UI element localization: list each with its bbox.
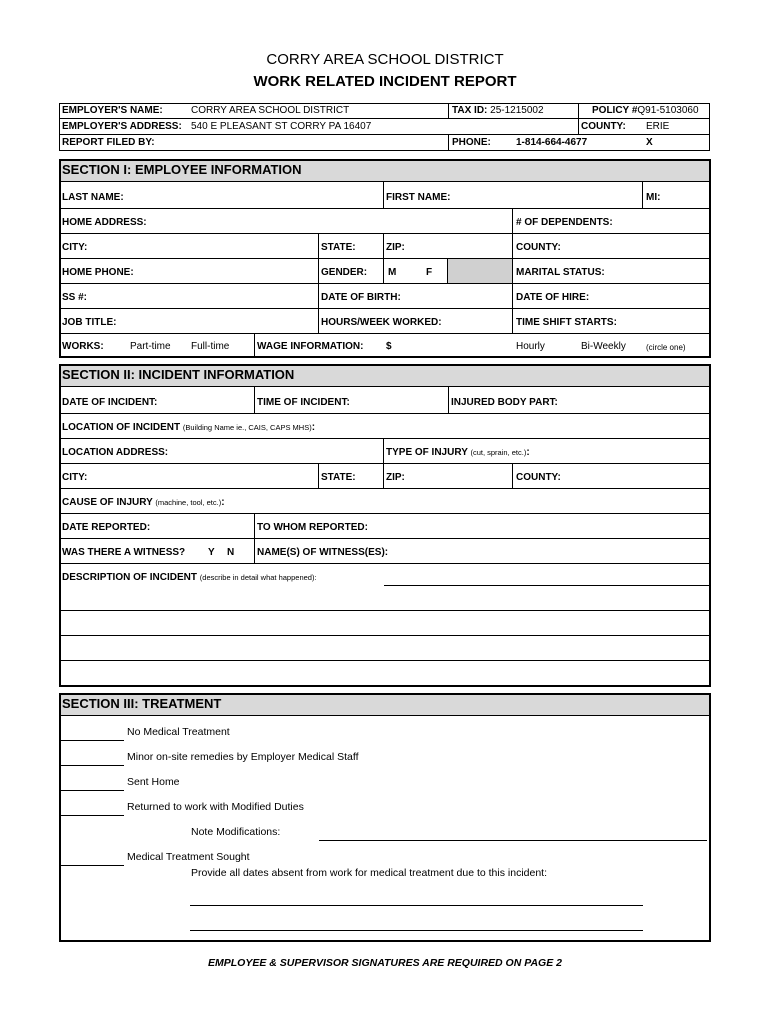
description-text: DESCRIPTION OF INCIDENT <box>62 572 198 583</box>
incident-time-label: TIME OF INCIDENT: <box>257 397 350 408</box>
section-3-title: SECTION III: TREATMENT <box>62 696 222 711</box>
employer-name-value: CORRY AREA SCHOOL DISTRICT <box>191 105 350 116</box>
employer-county-value: ERIE <box>646 121 670 132</box>
incident-state-label: STATE: <box>321 472 356 483</box>
hire-date-label: DATE OF HIRE: <box>516 292 590 303</box>
absence-dates-line-1[interactable] <box>190 905 643 906</box>
county-label: COUNTY: <box>516 242 561 253</box>
injury-cause-text: CAUSE OF INJURY <box>62 497 153 508</box>
policy <box>592 105 699 117</box>
injury-cause-colon: : <box>221 497 225 508</box>
treatment-option-sent-home: Sent Home <box>127 776 180 788</box>
zip-label: ZIP: <box>386 242 405 253</box>
injury-type-hint: (cut, sprain, etc.) <box>470 448 527 457</box>
incident-location-colon: : <box>311 422 316 433</box>
home-address-label: HOME ADDRESS: <box>62 217 147 228</box>
hourly-option[interactable]: Hourly <box>516 341 545 352</box>
part-time-option[interactable]: Part-time <box>130 341 171 352</box>
employer-address-label: EMPLOYER'S ADDRESS: <box>62 121 182 132</box>
injury-type-text: TYPE OF INJURY <box>386 447 468 458</box>
full-time-option[interactable]: Full-time <box>191 341 230 352</box>
dependents-label: # OF DEPENDENTS: <box>516 217 613 228</box>
circle-one-hint: (circle one) <box>646 343 686 352</box>
incident-location-hint: (Building Name ie., CAIS, CAPS MHS) <box>182 423 312 432</box>
witness-no[interactable]: N <box>227 547 235 558</box>
tax-id <box>452 105 544 117</box>
first-name-label: FIRST NAME: <box>386 192 451 203</box>
absence-dates-line-2[interactable] <box>190 930 643 931</box>
witness-names-label: NAME(S) OF WITNESS(ES): <box>257 547 389 558</box>
injury-type-colon: : <box>526 447 530 458</box>
city-label: CITY: <box>62 242 88 253</box>
injury-type-label <box>386 447 530 459</box>
blank-minor-remedies[interactable] <box>61 765 124 766</box>
absence-dates-instruction: Provide all dates absent from work for medical treatment due to this incident: <box>191 867 548 879</box>
incident-date-label: DATE OF INCIDENT: <box>62 397 158 408</box>
injury-cause-hint: (machine, tool, etc.) <box>155 498 222 507</box>
phone-label: PHONE: <box>452 137 491 148</box>
policy-label: POLICY # <box>592 105 638 116</box>
description-hint: (describe in detail what happened): <box>199 573 317 582</box>
dollar-sign: $ <box>386 341 392 352</box>
district-title: CORRY AREA SCHOOL DISTRICT <box>266 51 504 68</box>
blank-sent-home[interactable] <box>61 790 124 791</box>
signature-note: EMPLOYEE & SUPERVISOR SIGNATURES ARE REQUIRED ON PAGE 2 <box>208 957 562 969</box>
blank-modified-duties[interactable] <box>61 815 124 816</box>
treatment-option-minor: Minor on-site remedies by Employer Medical Staff <box>127 751 359 763</box>
tax-id-value: 25-1215002 <box>490 105 544 116</box>
note-modifications-line[interactable] <box>319 840 707 841</box>
incident-county-label: COUNTY: <box>516 472 561 483</box>
body-part-label: INJURED BODY PART: <box>451 397 558 408</box>
to-whom-label: TO WHOM REPORTED: <box>257 522 368 533</box>
treatment-option-none: No Medical Treatment <box>127 726 230 738</box>
ss-label: SS #: <box>62 292 88 303</box>
section-2-title: SECTION II: INCIDENT INFORMATION <box>62 367 295 382</box>
biweekly-option[interactable]: Bi-Weekly <box>581 341 626 352</box>
location-address-label: LOCATION ADDRESS: <box>62 447 169 458</box>
job-title-label: JOB TITLE: <box>62 317 117 328</box>
marital-status-label: MARITAL STATUS: <box>516 267 605 278</box>
gender-f[interactable]: F <box>426 267 433 278</box>
shift-start-label: TIME SHIFT STARTS: <box>516 317 617 328</box>
mi-label: MI: <box>646 192 661 203</box>
gender-m[interactable]: M <box>388 267 397 278</box>
employer-address-value: 540 E PLEASANT ST CORRY PA 16407 <box>191 121 372 132</box>
wage-label: WAGE INFORMATION: <box>257 341 364 352</box>
last-name-label: LAST NAME: <box>62 192 124 203</box>
treatment-option-medical: Medical Treatment Sought <box>127 851 250 863</box>
incident-zip-label: ZIP: <box>386 472 405 483</box>
description-label <box>62 572 317 584</box>
report-filed-label: REPORT FILED BY: <box>62 137 155 148</box>
state-label: STATE: <box>321 242 356 253</box>
note-modifications-label: Note Modifications: <box>191 826 281 838</box>
hours-week-label: HOURS/WEEK WORKED: <box>321 317 442 328</box>
witness-yes[interactable]: Y <box>208 547 215 558</box>
incident-city-label: CITY: <box>62 472 88 483</box>
report-title: WORK RELATED INCIDENT REPORT <box>253 73 517 90</box>
works-label: WORKS: <box>62 341 104 352</box>
x-mark: X <box>646 137 653 148</box>
policy-value: Q91-5103060 <box>637 105 699 116</box>
gender-label: GENDER: <box>321 267 368 278</box>
dob-label: DATE OF BIRTH: <box>321 292 401 303</box>
employer-county-label: COUNTY: <box>581 121 626 132</box>
phone-value: 1-814-664-4677 <box>516 137 588 148</box>
gender-shaded-cell <box>448 259 512 283</box>
home-phone-label: HOME PHONE: <box>62 267 134 278</box>
incident-location-text: LOCATION OF INCIDENT <box>62 422 181 433</box>
section-1-title: SECTION I: EMPLOYEE INFORMATION <box>62 162 302 177</box>
injury-cause-label <box>62 497 225 509</box>
tax-id-label: TAX ID: <box>452 105 488 116</box>
blank-no-treatment[interactable] <box>61 740 124 741</box>
blank-medical-treatment[interactable] <box>61 865 124 866</box>
witness-label: WAS THERE A WITNESS? <box>62 547 186 558</box>
employer-name-label: EMPLOYER'S NAME: <box>62 105 163 116</box>
treatment-option-modified: Returned to work with Modified Duties <box>127 801 304 813</box>
date-reported-label: DATE REPORTED: <box>62 522 151 533</box>
incident-location-label <box>62 422 315 434</box>
